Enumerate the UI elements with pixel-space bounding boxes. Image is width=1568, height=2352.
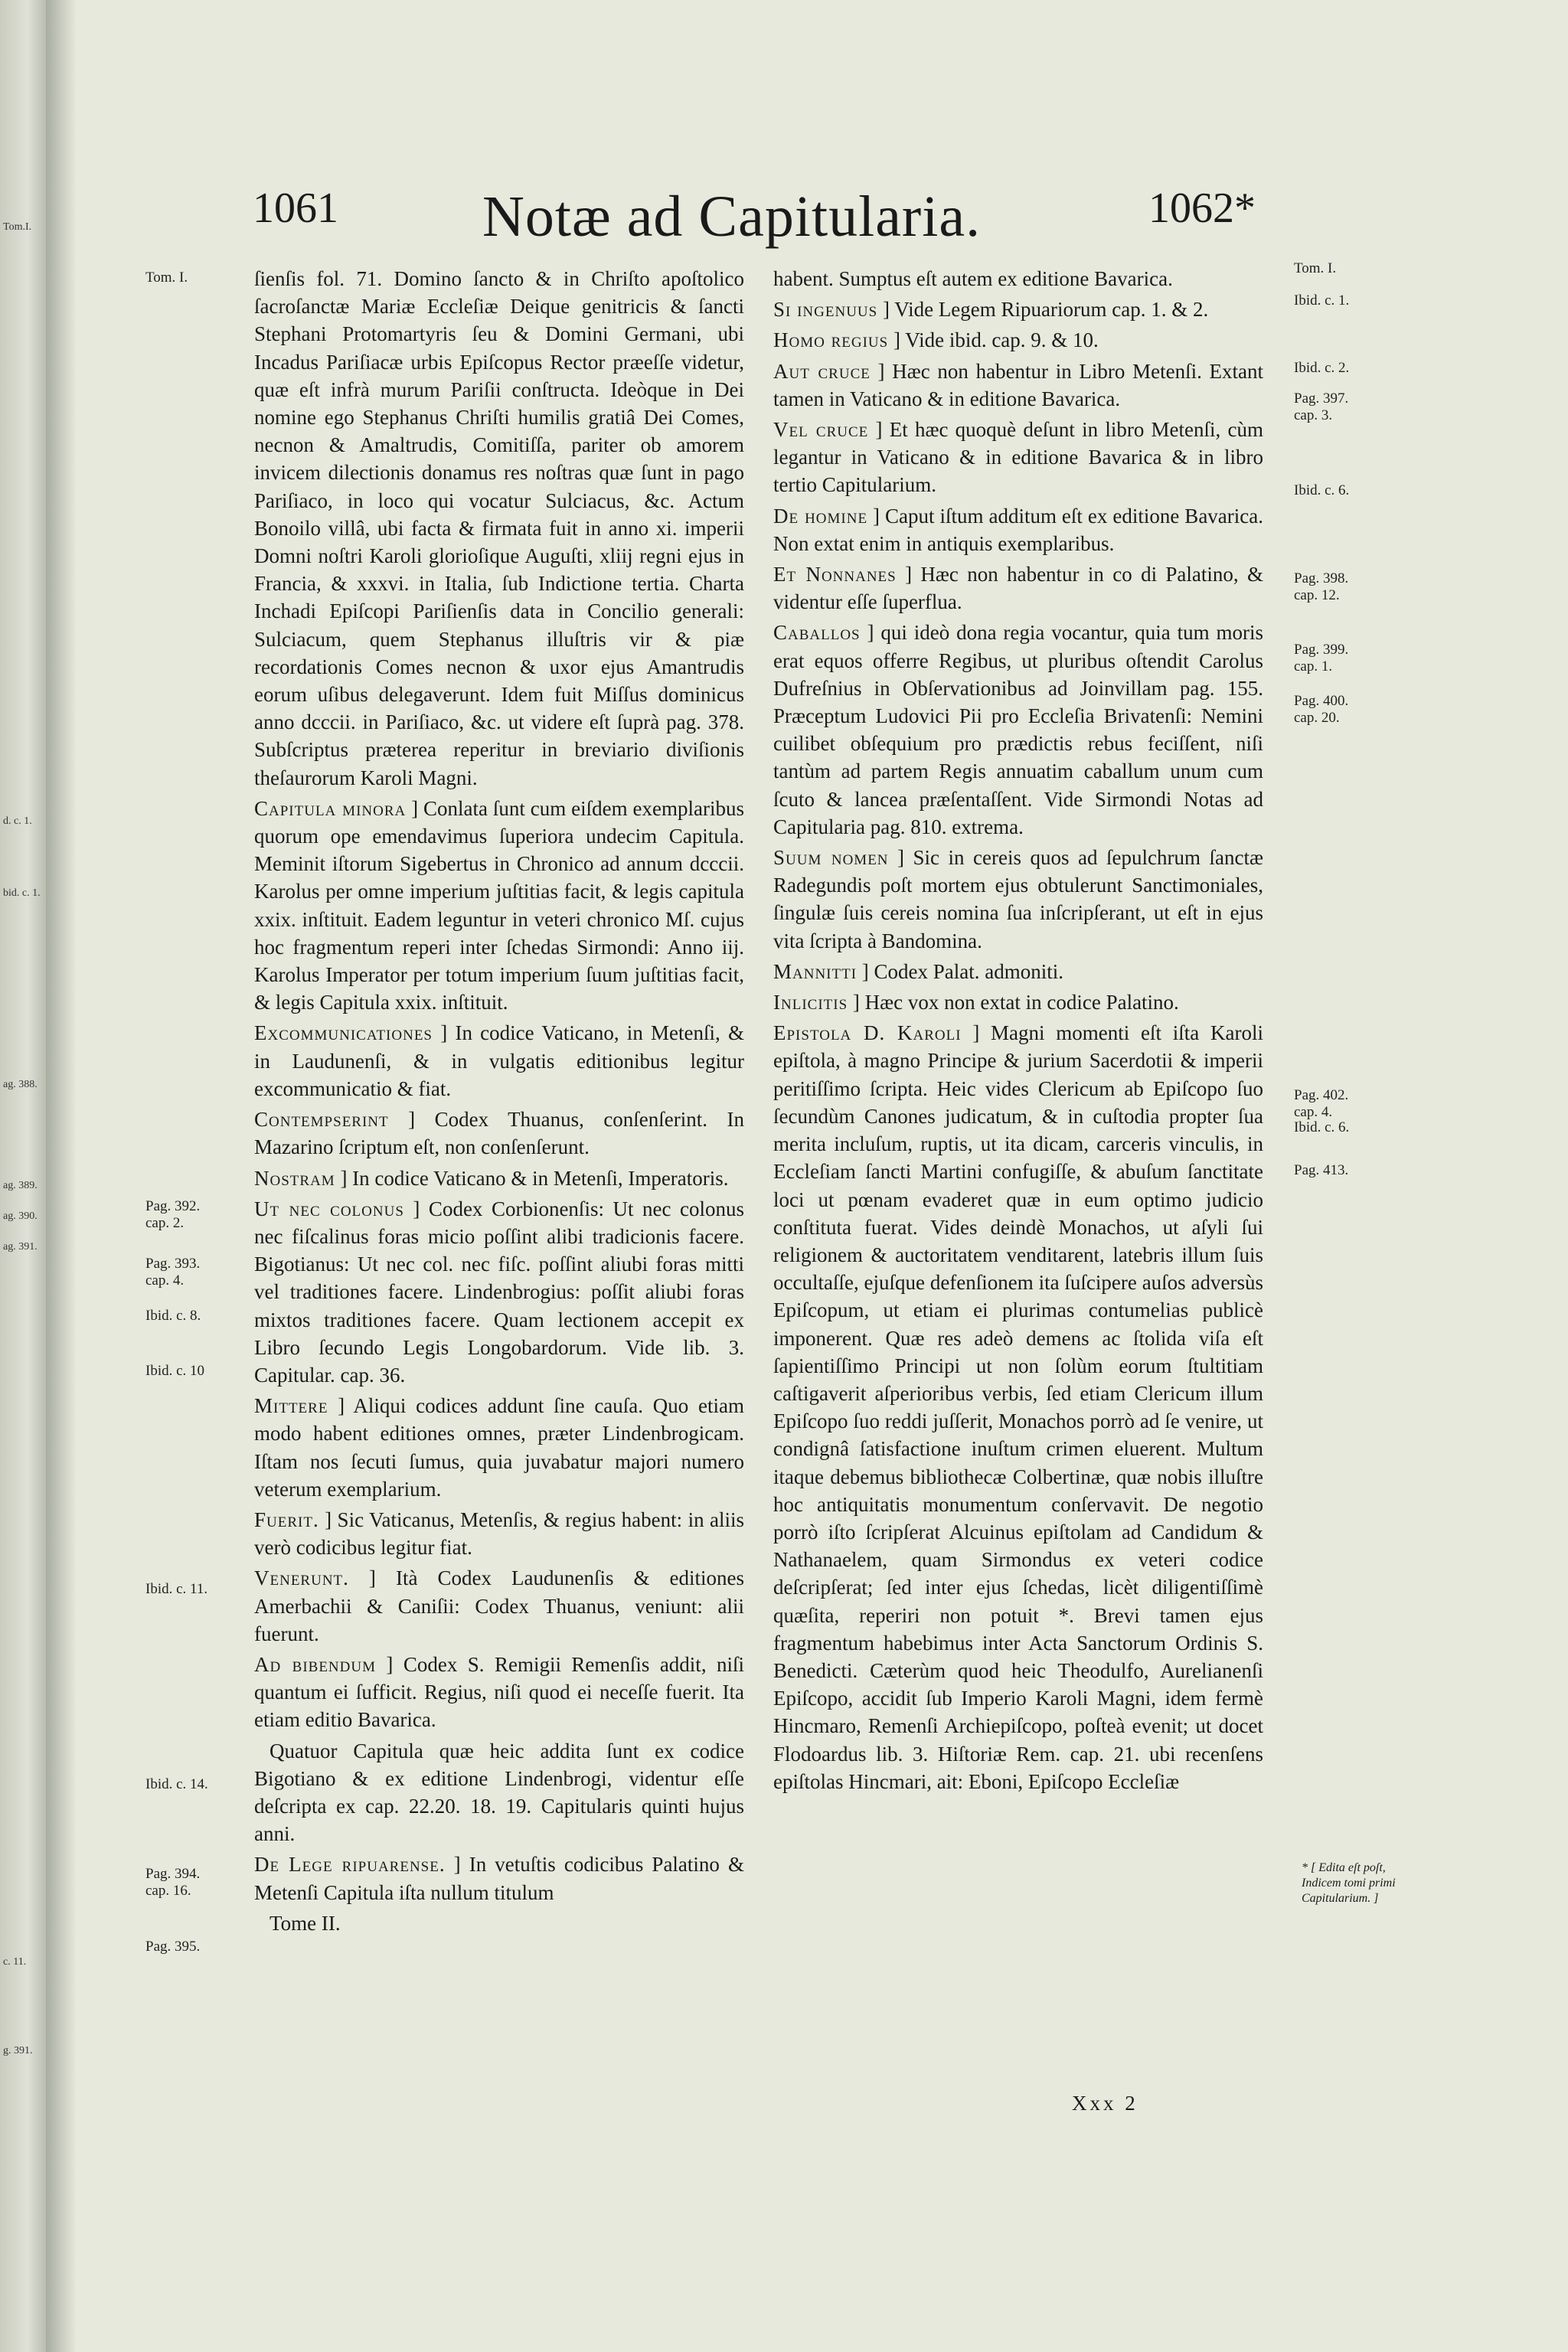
paragraph-text: ] Conlata ſunt cum eiſdem exemplaribus quorum ope emendavimus ſuperiora undecim Capitula. Meminit iſtorum Sigebertus in Chronico ad annum dcccii. Karolus per omne imperium juſtitias facit, & legis capitula xxix. inſtituit. Eadem leguntur in veteri chronico Mſ. cujus hoc fragmentum reperi inter ſchedas Sirmondi: Anno iij. Karolus Imperator per totum imperium ſuum juſtitias facit, & legis Capitula xxix. inſtituit. xyxy=(254,796,744,1014)
paragraph-text: ] Magni momenti eſt iſta Karoli epiſtola, à magno Principe & jurium Sacerdotii & imperii peritiſſimo ſcripta. Heic vides Clericum ab Epiſcopo ſuo ſecundùm Canones judicatum, & in cuſtodia propter ſua merita incluſum, ruptis, ut ita dicam, carceris vinculis, in Eccleſiam ſancti Martini confugiſſe, & abuſum ſanctitate loci ut pœnam evaderet quæ in eum optimo judicio conſtituta fuerat. Vides deindè Monachos, ut aſyli ſui religionem & auctoritatem venditarent, latebris illum ſuis occultaſſe, ejuſque defenſionem ita ſuſcipere auſos adversùs Epiſcopum, ut etiam ei plurimas contumelias publicè imponerent. Quæ res adeò demens ac ſtolida viſa eſt ſapientiſſimo Principi ut non ſolùm eorum ſtultitiam caſtigaverit aſperioribus verbis, ſed etiam Clericum illum Epiſcopo ſuo reddi juſſerit, Monachos porrò ad ſe venire, ut condignâ ſatisfactione inuſtum crimen eluerent. Multum itaque debemus bibliothecæ Colbertinæ, quæ nobis illuſtre hoc antiquitatis monumentum conſervavit. De negotio porrò iſto ſcripſerat Alcuinus epiſtolam ad Candidum & Nathanaelem, quam Sirmondus ex veteri codice deſcripſerat; ſed inter ejus ſchedas, licèt diligentiſſimè quæſita, reperiri non potuit *. Brevi tamen ejus fragmentum habebimus inter Acta Sanctorum Ordinis S. Benedicti. Cæterùm quod heic Theodulfo, Aurelianenſi Epiſcopo, accidit ſub Imperio Karoli Magni, idem fermè Hincmaro, Remenſi Archiepiſcopo, poſteà evenit; ut docet Flodoardus lib. 3. Hiſtoriæ Rem. cap. 21. ubi recenſens epiſtolas Hincmari, ait: Eboni, Epiſcopo Eccleſiæ xyxy=(773,1021,1263,1793)
margin-note: cap. 4. xyxy=(1294,1104,1333,1120)
margin-note: Pag. 400. xyxy=(1294,693,1349,709)
margin-note: Pag. 399. xyxy=(1294,642,1349,658)
paragraph xyxy=(254,1506,744,1561)
lemma: Aut cruce xyxy=(773,359,871,383)
paragraph xyxy=(773,326,1263,354)
margin-note: Pag. 402. xyxy=(1294,1087,1349,1103)
lemma: Et Nonnanes xyxy=(773,563,897,586)
paragraph-text: ] In codice Vaticano, in Metenſi, & in Laudunenſi, & in vulgatis editionibus legitur excommunicatio & fiat. xyxy=(254,1021,744,1100)
paragraph xyxy=(254,1165,744,1192)
paragraph-text: ] qui ideò dona regia vocantur, quia tum moris erat equos offerre Regibus, ut pluribus oſtendit Carolus Dufreſnius in Obſervationibus ad Joinvillam pag. 155. Præceptum Ludovici Pii pro Eccleſia Brivatenſi: Nemini cuilibet obſequium pro prædictis rebus feciſſent, niſi tantùm ad partem Regis annuatim caballum unum cum ſcuto & lancea præſentaſſent. Vide Sirmondi Notas ad Capitularia pag. 810. extrema. xyxy=(773,621,1263,838)
paragraph-text: ] Aliqui codices addunt ſine cauſa. Quo etiam modo habent editiones omnes, præter Lindenbrogicam. Iſtam nos ſecuti ſumus, quia juvabatur majori numero veterum exemplarium. xyxy=(254,1394,744,1501)
margin-note: Ibid. c. 1. xyxy=(1294,292,1350,309)
paragraph xyxy=(773,1019,1263,1795)
margin-note: cap. 1. xyxy=(1294,658,1333,675)
lemma: Vel cruce xyxy=(773,418,869,442)
lemma: Epistola D. Karoli xyxy=(773,1021,962,1045)
paragraph-text: ] In vetuſtis codicibus Palatino & Metenſi Capitula iſta nullum titulum xyxy=(254,1853,744,1904)
lemma: Mittere xyxy=(254,1394,328,1418)
paragraph-text: ] Sic in cereis quos ad ſepulchrum ſanctæ Radegundis poſt mortem ejus obtulerunt Sanctimoniales, ſingulæ ſuis cereis nomina ſua inſcripſerant, ut eſt in ejus vita ſcripta à Bandomina. xyxy=(773,846,1263,952)
paragraph-text: ] Codex Corbionenſis: Ut nec colonus nec fiſcalinus foras micio poſſint alibi tradicionis facere. Bigotianus: Ut nec col. nec fiſc. poſſint aliubi foras mitti vel traditiones facere. Lindenbrogius: poſſit aliubi foras mixtos traditiones facere. Quam lectionem accepit ex Libro ſecundo Legis Longobardorum. Vide lib. 3. Capitular. cap. 36. xyxy=(254,1197,744,1387)
right-column xyxy=(773,265,1263,1798)
paragraph xyxy=(254,795,744,1017)
paragraph-text: ] Caput iſtum additum eſt ex editione Bavarica. Non extat enim in antiquis exemplaribus. xyxy=(773,504,1263,555)
paragraph-text: ] Sic Vaticanus, Metenſis, & regius habent: in aliis verò codicibus legitur fiat. xyxy=(254,1508,744,1560)
margin-note: Ibid. c. 6. xyxy=(1294,1119,1350,1135)
margin-note: g. 391. xyxy=(3,2045,33,2056)
paragraph-text: ] Hæc non habentur in co di Palatino, & videntur eſſe ſuperflua. xyxy=(773,563,1263,614)
paragraph xyxy=(254,1195,744,1389)
previous-page-edge xyxy=(0,0,46,2352)
margin-note: Tom. I. xyxy=(1294,260,1337,276)
margin-note: Tom. I. xyxy=(145,270,188,286)
lemma: Venerunt. xyxy=(254,1566,349,1590)
paragraph-text: ] Codex Thuanus, conſenſerint. In Mazarino ſcriptum eſt, non conſenſerunt. xyxy=(254,1108,744,1159)
paragraph xyxy=(773,265,1263,292)
margin-note: Ibid. c. 11. xyxy=(145,1581,208,1597)
margin-note: Pag. 413. xyxy=(1294,1162,1349,1178)
paragraph xyxy=(773,560,1263,616)
paragraph xyxy=(254,1106,744,1161)
paragraph xyxy=(254,1564,744,1648)
paragraph-text: ] Ità Codex Laudunenſis & editiones Amerbachii & Caniſii: Codex Thuanus, veniunt: alii fuerunt. xyxy=(254,1566,744,1645)
margin-note: Tom.I. xyxy=(3,221,32,233)
margin-note: cap. 20. xyxy=(1294,710,1340,726)
paragraph xyxy=(254,1909,744,1937)
lemma: Nostram xyxy=(254,1166,335,1190)
footnote: * [ Edita eſt poſt, Indicem tomi primi Capitularium. ] xyxy=(1302,1861,1396,1905)
margin-note: Ibid. c. 2. xyxy=(1294,360,1350,376)
paragraph-text: ] Codex S. Remigii Remenſis addit, niſi quantum ei ſufficit. Regius, niſi quod ei neceſſe fuerit. Ita etiam editio Bavarica. xyxy=(254,1652,744,1732)
margin-note: Pag. 392. xyxy=(145,1198,201,1214)
paragraph-text: ] In codice Vaticano & in Metenſi, Imperatoris. xyxy=(335,1166,729,1190)
paragraph xyxy=(773,502,1263,557)
lemma: De homine xyxy=(773,504,868,528)
margin-note: cap. 2. xyxy=(145,1215,185,1231)
paragraph xyxy=(254,1019,744,1102)
page-number-left: 1061 xyxy=(253,185,338,232)
gutter-shadow xyxy=(46,0,77,2352)
paragraph xyxy=(773,296,1263,323)
lemma: Inlicitis xyxy=(773,991,848,1014)
margin-note: ag. 391. xyxy=(3,1241,38,1253)
margin-note: Pag. 393. xyxy=(145,1256,201,1272)
lemma: Ad bibendum xyxy=(254,1652,376,1676)
paragraph-text: ] Et hæc quoquè deſunt in libro Metenſi, cùm legantur in Vaticano & in editione Bavarica & in libro tertio Capitularium. xyxy=(773,418,1263,497)
lemma: Contempserint xyxy=(254,1108,389,1132)
margin-note: ag. 389. xyxy=(3,1180,38,1191)
margin-note: Ibid. c. 8. xyxy=(145,1308,201,1324)
margin-note: cap. 3. xyxy=(1294,407,1333,423)
lemma: Homo regius xyxy=(773,328,889,352)
margin-note: cap. 12. xyxy=(1294,587,1340,603)
paragraph xyxy=(254,1392,744,1503)
paragraph xyxy=(773,619,1263,841)
paragraph xyxy=(773,988,1263,1016)
paragraph xyxy=(254,1651,744,1734)
margin-note: Pag. 398. xyxy=(1294,570,1349,586)
paragraph-text: habent. Sumptus eſt autem ex editione Bavarica. xyxy=(773,267,1173,290)
paragraph-text: ] Codex Palat. admoniti. xyxy=(857,959,1064,983)
lemma: Mannitti xyxy=(773,959,858,983)
paragraph-text: ſienſis fol. 71. Domino ſancto & in Chriſto apoſtolico ſacroſanctæ Mariæ Eccleſiæ Deique genitricis & ſancti Stephani Protomartyris ſeu & Domini Germani, ubi Incadus Pariſiacæ urbis Epiſcopus Rector præeſſe videtur, quæ eſt infrà murum Pariſii conſtructa. Ideòque in Dei nomine ego Stephanus Chriſti humilis gratiâ Dei Comes, necnon & Amaltrudis, Comitiſſa, pariter ob amorem invicem dilectionis donamus res noſtras quæ ſunt in pago Pariſiaco, in loco qui vocatur Sulciacus, &c. Actum Bonoilo villâ, ubi facta & firmata fuit in anno xi. imperii Domni noſtri Karoli glorioſique Auguſti, xliij regni ejus in Francia, & xxxvi. in Italia, ſub Indictione tertia. Charta Inchadi Epiſcopi Pariſienſis data in Concilio generali: Sulciacum, quem Stephanus illuſtris vir & piæ recordationis Comes necnon & uxor ejus Amantrudis eorum uſibus delegaverunt. Idem fuit Miſſus dominicus anno dcccii. in Pariſiaco, &c. ut videre eſt ſuprà pag. 378. Subſcriptus præterea reperitur in breviario diviſionis theſaurorum Karoli Magni. xyxy=(254,267,744,789)
margin-note: d. c. 1. xyxy=(3,815,32,827)
margin-note: Pag. 395. xyxy=(145,1939,201,1955)
paragraph xyxy=(773,958,1263,985)
lemma: Capitula minora xyxy=(254,796,407,820)
margin-note: c. 11. xyxy=(3,1956,27,1968)
left-column xyxy=(254,265,744,1940)
margin-note: Pag. 397. xyxy=(1294,390,1349,407)
lemma: Si ingenuus xyxy=(773,298,878,322)
margin-note: Ibid. c. 6. xyxy=(1294,482,1350,498)
lemma: Ut nec colonus xyxy=(254,1197,404,1220)
lemma: Suum nomen xyxy=(773,846,889,870)
lemma: Excommunicationes xyxy=(254,1021,433,1045)
signature-mark: Xxx 2 xyxy=(1072,2092,1138,2115)
margin-note: Pag. 394. xyxy=(145,1866,201,1882)
lemma: De Lege ripuarense. xyxy=(254,1853,446,1877)
margin-note: ag. 390. xyxy=(3,1210,38,1222)
paragraph xyxy=(254,265,744,792)
lemma: Fuerit. xyxy=(254,1508,319,1531)
paragraph-text: Quatuor Capitula quæ heic addita ſunt ex codice Bigotiano & ex editione Lindenbrogi, videntur eſſe deſcripta ex cap. 22.20. 18. 19. Capitularis quinti hujus anni. xyxy=(254,1739,744,1846)
margin-note: cap. 16. xyxy=(145,1883,191,1899)
paragraph-text: ] Vide Legem Ripuariorum cap. 1. & 2. xyxy=(877,298,1209,322)
margin-note: Ibid. c. 10 xyxy=(145,1363,205,1379)
lemma: Caballos xyxy=(773,621,861,645)
paragraph-text: Tome II. xyxy=(270,1911,341,1935)
page-title: Notæ ad Capitularia. xyxy=(482,185,982,249)
paragraph xyxy=(773,416,1263,499)
paragraph xyxy=(254,1737,744,1848)
page-number-right: 1062* xyxy=(1148,185,1256,232)
margin-note: cap. 4. xyxy=(145,1272,185,1289)
margin-note: Ibid. c. 14. xyxy=(145,1776,208,1792)
paragraph-text: ] Hæc vox non extat in codice Palatino. xyxy=(848,991,1179,1014)
paragraph xyxy=(254,1851,744,1906)
margin-note: bid. c. 1. xyxy=(3,887,41,899)
paragraph xyxy=(773,358,1263,413)
paragraph xyxy=(773,844,1263,955)
paragraph-text: ] Hæc non habentur in Libro Metenſi. Extant tamen in Vaticano & in editione Bavarica. xyxy=(773,359,1263,410)
paragraph-text: ] Vide ibid. cap. 9. & 10. xyxy=(888,328,1099,352)
margin-note: ag. 388. xyxy=(3,1079,38,1090)
